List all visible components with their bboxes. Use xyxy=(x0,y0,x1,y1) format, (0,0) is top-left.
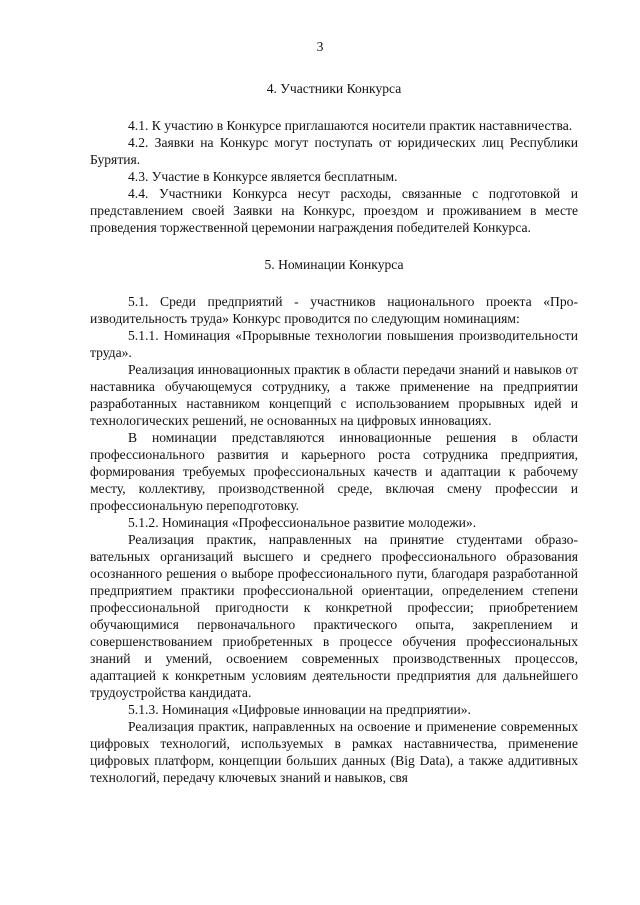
paragraph-5-1-2: 5.1.2. Номинация «Профессиональное развитие молодежи». xyxy=(128,515,477,530)
paragraph-5-1-3-description: Реализация практик, направленных на освоение и применение современных цифровых технологий, используемых в рамках наставничества, применение цифровых платформ, концепции больших данных (Big Data), а также аддитивных технологий, передачу ключевых знаний и навыков, свя xyxy=(90,719,578,785)
paragraph-5-1: 5.1. Среди предприятий - участников национального проекта «Производительность труда» Конкурс проводится по следующим номинациям: xyxy=(90,294,578,326)
paragraph-4-4: 4.4. Участники Конкурса несут расходы, связанные с подготовкой и представлением своей Заявки на Конкурс, проездом и проживанием в месте проведения торжественной церемонии награждения победителей Конкурса. xyxy=(90,186,578,235)
paragraph-5-1-1-description: Реализация инновационных практик в области передачи знаний и навыков от наставника обучающемуся сотруднику, а также применение на предприятии разработанных наставником концепций с использованием прорывных идей и технологических решений, не основанных на цифровых инновациях. xyxy=(90,362,578,428)
paragraph-4-1: 4.1. К участию в Конкурсе приглашаются носители практик наставничества. xyxy=(128,118,573,133)
document-body xyxy=(90,80,578,786)
paragraph-5-1-3: 5.1.3. Номинация «Цифровые инновации на предприятии». xyxy=(128,702,471,717)
page-number: 3 xyxy=(316,39,324,54)
paragraph-5-1-1-details: В номинации представляются инновационные решения в области профессионального развития и карьерного роста сотрудника предприятия, формирования требуемых профессиональных качеств и адаптации к рабочему месту, коллективу, производственной среде, включая смену профессии и профессиональную переподготовку. xyxy=(90,430,578,513)
paragraph-4-2: 4.2. Заявки на Конкурс могут поступать от юридических лиц Республики Бурятия. xyxy=(90,135,578,167)
section-5-heading: 5. Номинации Конкурса xyxy=(264,257,404,272)
paragraph-5-1-1: 5.1.1. Номинация «Прорывные технологии повышения производительности труда». xyxy=(90,328,578,360)
section-4-heading: 4. Участники Конкурса xyxy=(266,81,402,96)
paragraph-5-1-2-description: Реализация практик, направленных на принятие студентами образовательных организаций высшего и среднего профессионального образования осознанного решения о выборе профессионального пути, благодаря разработанной предприятием практики профессиональной ориентации, определением степени профессиональной пригодности к конкретной профессии; приобретением обучающимися первоначального практического опыта, закреплением и совершенствованием приобретенных в процессе обучения профессиональных знаний и умений, освоением современных производственных процессов, адаптацией к конкретным условиям деятельности предприятия для дальнейшего трудоустройства кандидата. xyxy=(90,532,578,700)
paragraph-4-3: 4.3. Участие в Конкурсе является бесплатным. xyxy=(128,169,398,184)
